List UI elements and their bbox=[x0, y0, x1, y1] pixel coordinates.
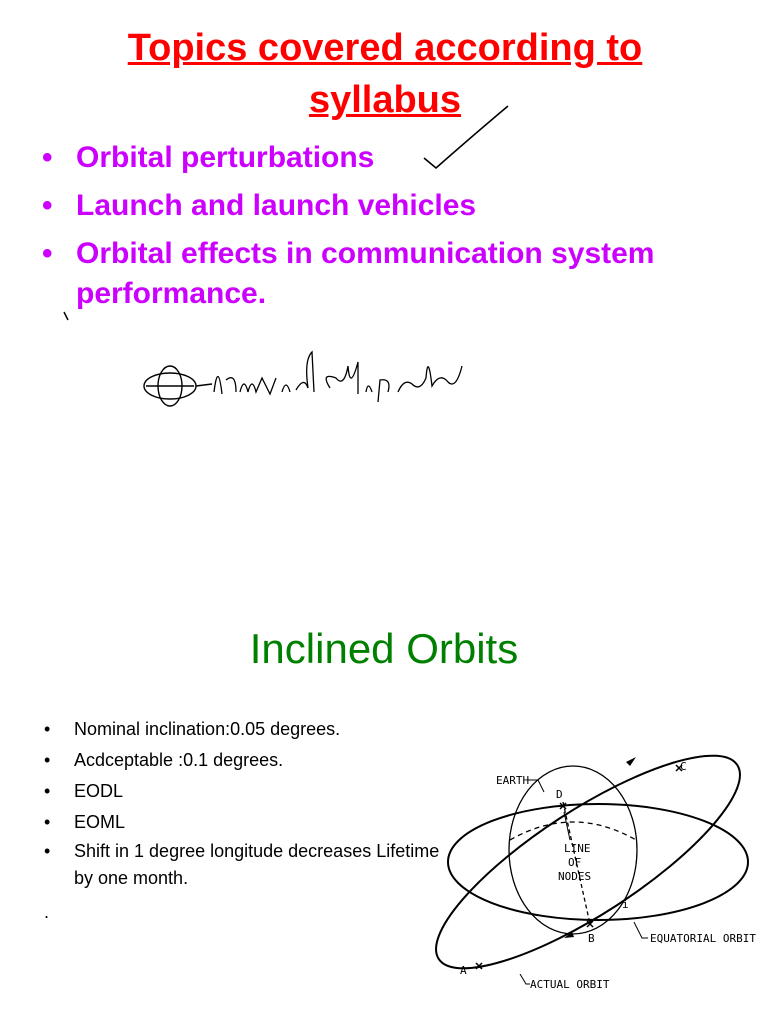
label-d: D bbox=[556, 788, 563, 801]
list-item: • Acdceptable :0.1 degrees. bbox=[44, 750, 284, 770]
tick-ink bbox=[64, 312, 68, 320]
label-line-of-nodes: NODES bbox=[558, 870, 592, 883]
bullet-text: EOML bbox=[74, 812, 126, 832]
bullet-text: EODL bbox=[74, 781, 124, 801]
bullet-text: Orbital effects in communication system performance. bbox=[76, 237, 655, 310]
bullet-text: Nominal inclination:0.05 degrees. bbox=[74, 719, 341, 739]
equatorial-orbit-ellipse bbox=[448, 804, 748, 920]
checkmark-ink bbox=[424, 106, 508, 168]
inclined-orbit-diagram bbox=[430, 712, 766, 1012]
list-item: • Shift in 1 degree longitude decreases Lifetime by one month. bbox=[44, 841, 440, 888]
bullet-text: Acdceptable :0.1 degrees. bbox=[74, 750, 284, 770]
orbit-arrow-icon bbox=[626, 757, 636, 766]
actual-orbit-ellipse bbox=[430, 721, 766, 1002]
label-actual-orbit: ACTUAL ORBIT bbox=[530, 978, 610, 991]
list-item: • Orbital perturbations bbox=[42, 141, 375, 174]
list-item: • Orbital effects in communication system performance. bbox=[42, 237, 655, 310]
bullet-text: Orbital perturbations bbox=[76, 141, 375, 174]
label-line-of-nodes: OF bbox=[568, 856, 582, 869]
bullet-text: Launch and launch vehicles bbox=[76, 189, 477, 222]
list-item: • Nominal inclination:0.05 degrees. bbox=[44, 719, 341, 739]
slide-2 bbox=[0, 512, 768, 1024]
bullet-text: Shift in 1 degree longitude decreases Lifetime by one month. bbox=[74, 841, 440, 888]
label-line-of-nodes: LINE bbox=[564, 842, 591, 855]
label-b: B bbox=[588, 932, 595, 945]
slide-2-title: Inclined Orbits bbox=[249, 625, 519, 672]
trailing-mark: . bbox=[44, 902, 50, 922]
list-item: • EODL bbox=[44, 781, 124, 801]
handwriting-ink bbox=[214, 352, 462, 402]
label-inclination: i bbox=[622, 898, 629, 911]
slide-2-bullet-list bbox=[44, 714, 444, 892]
list-item: • EOML bbox=[44, 812, 126, 832]
arrow-ink bbox=[196, 384, 212, 386]
label-equatorial-orbit: EQUATORIAL ORBIT bbox=[650, 932, 756, 945]
label-earth: EARTH bbox=[496, 774, 530, 787]
label-a: A bbox=[460, 964, 467, 977]
label-c: C bbox=[680, 760, 687, 773]
slide-1-title: Topics covered according to syllabus bbox=[127, 27, 643, 121]
earth-equator-dashed bbox=[510, 822, 636, 840]
ellipsoid-sketch-icon bbox=[144, 366, 196, 406]
list-item: • Launch and launch vehicles bbox=[42, 189, 477, 222]
